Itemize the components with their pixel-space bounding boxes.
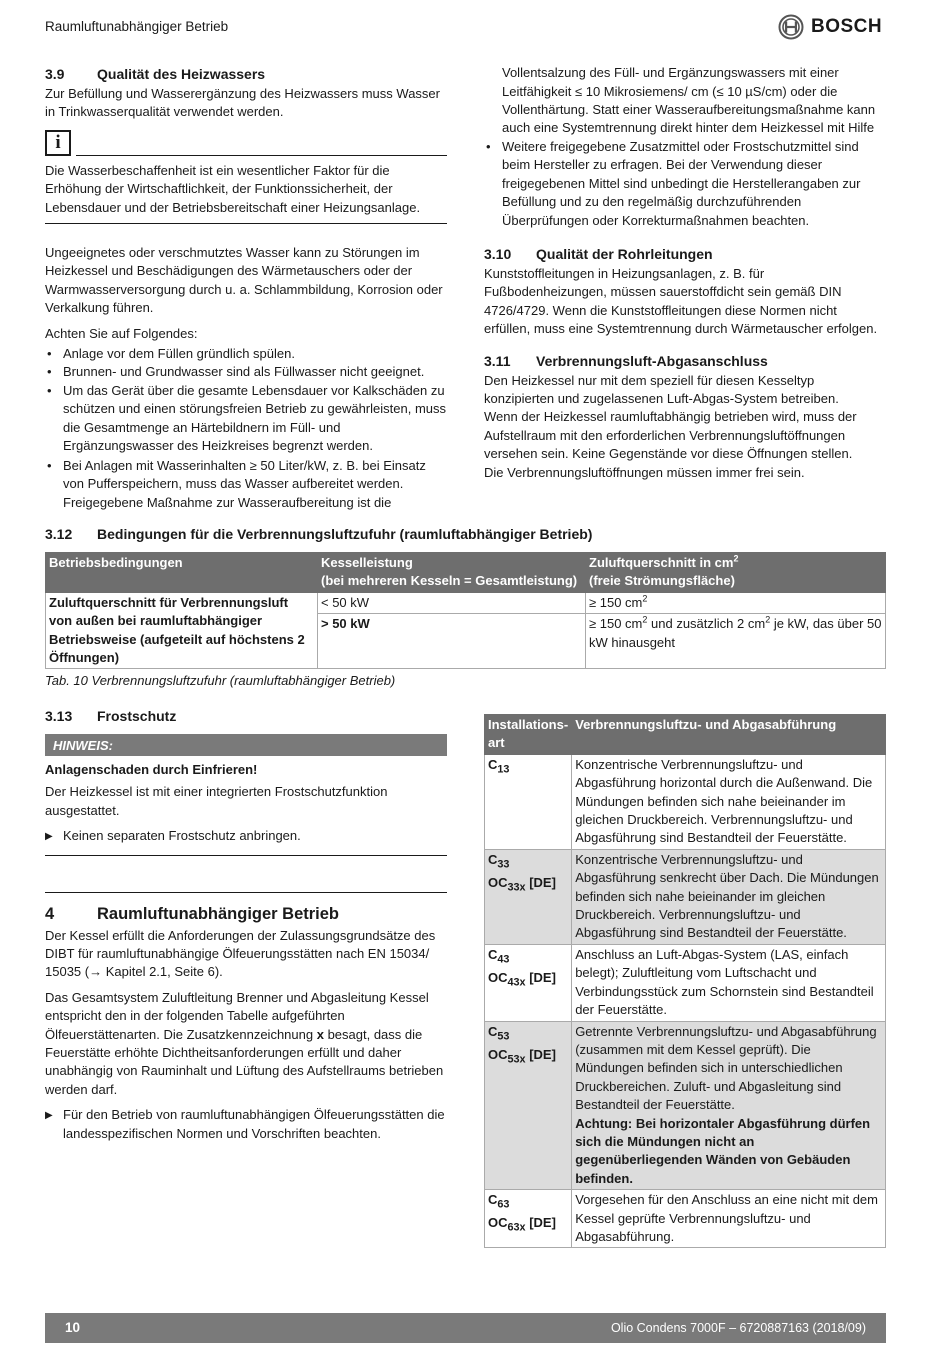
section-3-9-checklist-intro: Achten Sie auf Folgendes:	[45, 325, 198, 341]
section-3-9-bullets	[45, 345, 447, 455]
combustion-air-table	[45, 552, 886, 669]
table-cell: < 50 kW	[318, 592, 586, 614]
section-3-11-heading: 3.11 Verbrennungsluft-Abgasanschluss	[484, 352, 768, 369]
installation-description: Konzentrische Verbrennungsluftzu- und Abgasführung horizontal durch die Außenwand. Die Mündungen befinden sich nahe beieinander im gleichen Druckbereich. Verbrennungsluftzu- und Abgasführung sind Bestandteil der Feuerstätte.	[572, 754, 886, 849]
list-item: • Bei Anlagen mit Wasserinhalten ≥ 50 Liter/kW, z. B. bei Einsatz von Pufferspeichern, muss das Wasser aufbereitet werden. Freigegebene Maßnahme zur Wasseraufbereitung ist die	[45, 457, 447, 512]
list-item: • Brunnen- und Grundwasser sind als Füllwasser nicht geeignet.	[45, 363, 447, 381]
notice-label: HINWEIS:	[45, 734, 447, 756]
section-3-13-heading: 3.13 Frostschutz	[45, 708, 177, 724]
table-header: Verbrennungsluftzu- und Abgasabführung	[572, 715, 886, 755]
section-3-9-intro: Zur Befüllung und Wasserergänzung des Heizwassers muss Wasser in Trinkwasserqualität verwendet werden.	[45, 86, 440, 120]
list-item: • Um das Gerät über die gesamte Lebensdauer vor Kalkschäden zu schützen und einen störungsfreien Betrieb zu gewährleisten, muss die Gesamtmenge an Härtebildnern im Füll- und Ergänzungswasser des Heizkreises begrenzt werden.	[45, 382, 447, 456]
list-item: • Weitere freigegebene Zusatzmittel oder Frostschutzmittel sind beim Hersteller zu erfragen. Bei der Verwendung dieser freigegebenen Mittel sind unbedingt die Herstellerangaben zur Befüllung und zu den regelmäßig durchzuführenden Überprüfungen oder Korrekturmaßnahmen beachten.	[484, 138, 886, 230]
installation-code: $C_{13}$	[485, 754, 572, 849]
page-number: 10	[65, 1319, 81, 1335]
logo-text: BOSCH	[811, 15, 883, 37]
table-cell: ≥ 150 $cm^2$ und zusätzlich 2 $cm^2$ je kW, das über 50 kW hinausgeht	[586, 614, 886, 669]
section-4-heading: 4 Raumluftunabhängiger Betrieb	[45, 904, 340, 923]
section-4	[45, 892, 447, 1143]
installation-table-wrapper	[484, 714, 886, 1248]
table-cell: ≥ 150 $cm^2$	[586, 592, 886, 614]
section-3-9-paragraph: Ungeeignetes oder verschmutztes Wasser kann zu Störungen im Heizkessel und Beschädigungen des Wärmetauschers oder der Warmwasserversorgung durch u. a. Schlammbildung, Korrosion oder Verkalkung führen.	[45, 245, 443, 316]
page-footer	[45, 1313, 886, 1343]
section-3-10-heading: 3.10 Qualität der Rohrleitungen	[484, 246, 713, 263]
notice-title: Anlagenschaden durch Einfrieren!	[45, 762, 258, 777]
bullet-4-continuation: Vollentsalzung des Füll- und Ergänzungswassers mit einer Leitfähigkeit ≤ 10 Mikrosiemens/ cm (≤ 10 µS/cm) oder die Vollenthärtung. Statt einer Wasseraufbereitungsmaßnahme kann auch eine Systemtrennung direkt hinter dem Heizkessel mit Hilfe	[502, 65, 876, 136]
info-text: Die Wasserbeschaffenheit ist ein wesentlicher Faktor für die Erhöhung der Wirtschaftlichkeit, der Funktionssicherheit, der Lebensdauer und der Betriebsbereitschaft einer Heizungsanlage.	[45, 156, 447, 224]
section-4-paragraph: Der Kessel erfüllt die Anforderungen der Zulassungsgrundsätze des DIBT für raumluftunabhängige Ölfeuerungsstätten nach EN 15034/ 15035 (→ Kapitel 2.1, Seite 6).	[45, 927, 436, 980]
table-caption: Tab. 10 Verbrennungsluftzufuhr (raumluftabhängiger Betrieb)	[45, 673, 396, 689]
section-3-11-line: Die Verbrennungsluftöffnungen müssen immer frei sein.	[484, 464, 805, 480]
installation-description: Anschluss an Luft-Abgas-System (LAS, einfach belegt); Zuluftleitung vom Luftschacht und Verbindungsstück zum Schornstein sind Bestandteil der Feuerstätte.	[572, 944, 886, 1021]
installation-type-table	[484, 714, 886, 1248]
notice-text: Der Heizkessel ist mit einer integrierten Frostschutzfunktion ausgestattet.	[45, 784, 388, 818]
section-4-paragraph: Das Gesamtsystem Zuluftleitung Brenner und Abgasleitung Kessel entspricht den in der folgenden Tabelle aufgeführten Ölfeuerstättenarten. Die Zusatzkennzeichnung x besagt, dass die Feuerstätte erhöhte Dichtheitsanforderungen erfüllt und daher unabhängig von Rauminhalt und Lüftung des Aufstellraums betrieben werden darf.	[45, 989, 444, 1097]
installation-code: $C_{43}$ $OC_{43x}$ [DE]	[485, 944, 572, 1021]
section-4-action: ▶ Für den Betrieb von raumluftunabhängigen Ölfeuerungsstätten die landesspezifischen Normen und Vorschriften beachten.	[45, 1106, 447, 1143]
installation-code: $C_{53}$ $OC_{53x}$ [DE]	[485, 1021, 572, 1190]
table-header: Kesselleistung (bei mehreren Kesseln = Gesamtleistung)	[318, 553, 586, 593]
installation-description: Konzentrische Verbrennungsluftzu- und Abgasführung senkrecht über Dach. Die Mündungen befinden sich nahe beieinander im gleichen Druckbereich. Verbrennungsluftzu- und Abgasführung sind Bestandteil der Feuerstätte.	[572, 849, 886, 944]
section-3-9-bullets-continued	[484, 138, 886, 230]
table-header: Betriebsbedingungen	[46, 553, 318, 593]
installation-description: Getrennte Verbrennungsluftzu- und Abgasabführung (zusammen mit dem Kessel geprüft). Die Mündungen befinden sich in unterschiedlichen Druckbereichen. Zuluft- und Abgasleitung sind Bestandteil der Feuerstätte. Achtung: Bei horizontaler Abgasführung dürfen sich die Mündungen nicht an gegenüberliegenden Wänden von Gebäuden befinden.	[572, 1021, 886, 1190]
installation-code: $C_{33}$ $OC_{33x}$ [DE]	[485, 849, 572, 944]
right-column	[484, 64, 886, 482]
table-header: Installations-art	[485, 715, 572, 755]
notice-body	[45, 756, 447, 856]
bullet-4-part-1	[45, 457, 447, 512]
installation-description: Vorgesehen für den Anschluss an eine nicht mit dem Kessel geprüfte Verbrennungsluftzu- und Abgasabführung.	[572, 1190, 886, 1248]
left-column-lower	[45, 706, 447, 1150]
table-header: Zuluftquerschnitt in $cm^2$ (freie Strömungsfläche)	[586, 553, 886, 593]
bosch-logo	[778, 14, 882, 40]
section-3-9-heading: 3.9 Qualität des Heizwassers	[45, 66, 266, 82]
info-icon: i	[45, 130, 71, 156]
notice-action: ▶ Keinen separaten Frostschutz anbringen.	[45, 827, 447, 845]
running-header-title: Raumluftunabhängiger Betrieb	[45, 19, 229, 34]
installation-code: $C_{63}$ $OC_{63x}$ [DE]	[485, 1190, 572, 1248]
table-cell: > 50 kW	[318, 614, 586, 669]
table-cell: Zuluftquerschnitt für Verbrennungsluft von außen bei raumluftabhängiger Betriebsweise (aufgeteilt auf höchstens 2 Öffnungen)	[46, 592, 318, 669]
section-3-10-text: Kunststoffleitungen in Heizungsanlagen, z. B. für Fußbodenheizungen, müssen sauerstoffdicht sein gemäß DIN 4726/4729. Wenn die Kunststoffleitungen diese Normen nicht erfüllen, muss eine Systemtrennung durch Wärmetauscher erfolgen.	[484, 266, 878, 337]
section-3-12-heading: 3.12 Bedingungen für die Verbrennungsluftzufuhr (raumluftabhängiger Betrieb)	[45, 526, 593, 542]
section-3-12	[45, 524, 886, 691]
document-reference: Olio Condens 7000F – 6720887163 (2018/09)	[610, 1320, 866, 1335]
section-3-11-line: Wenn der Heizkessel raumluftabhängig betrieben wird, muss der Aufstellraum mit den erforderlichen Verbrennungsluftöffnungen versehen sein. Keine Gegenstände vor diese Öffnungen stellen.	[484, 409, 857, 462]
section-3-11-line: Den Heizkessel nur mit dem speziell für diesen Kesseltyp konzipierten und zugelassenen Luft-Abgas-System betreiben.	[484, 372, 839, 407]
list-item: • Anlage vor dem Füllen gründlich spülen.	[45, 345, 447, 363]
left-column	[45, 64, 447, 463]
bosch-armature-icon	[778, 14, 804, 40]
info-box	[45, 130, 447, 224]
